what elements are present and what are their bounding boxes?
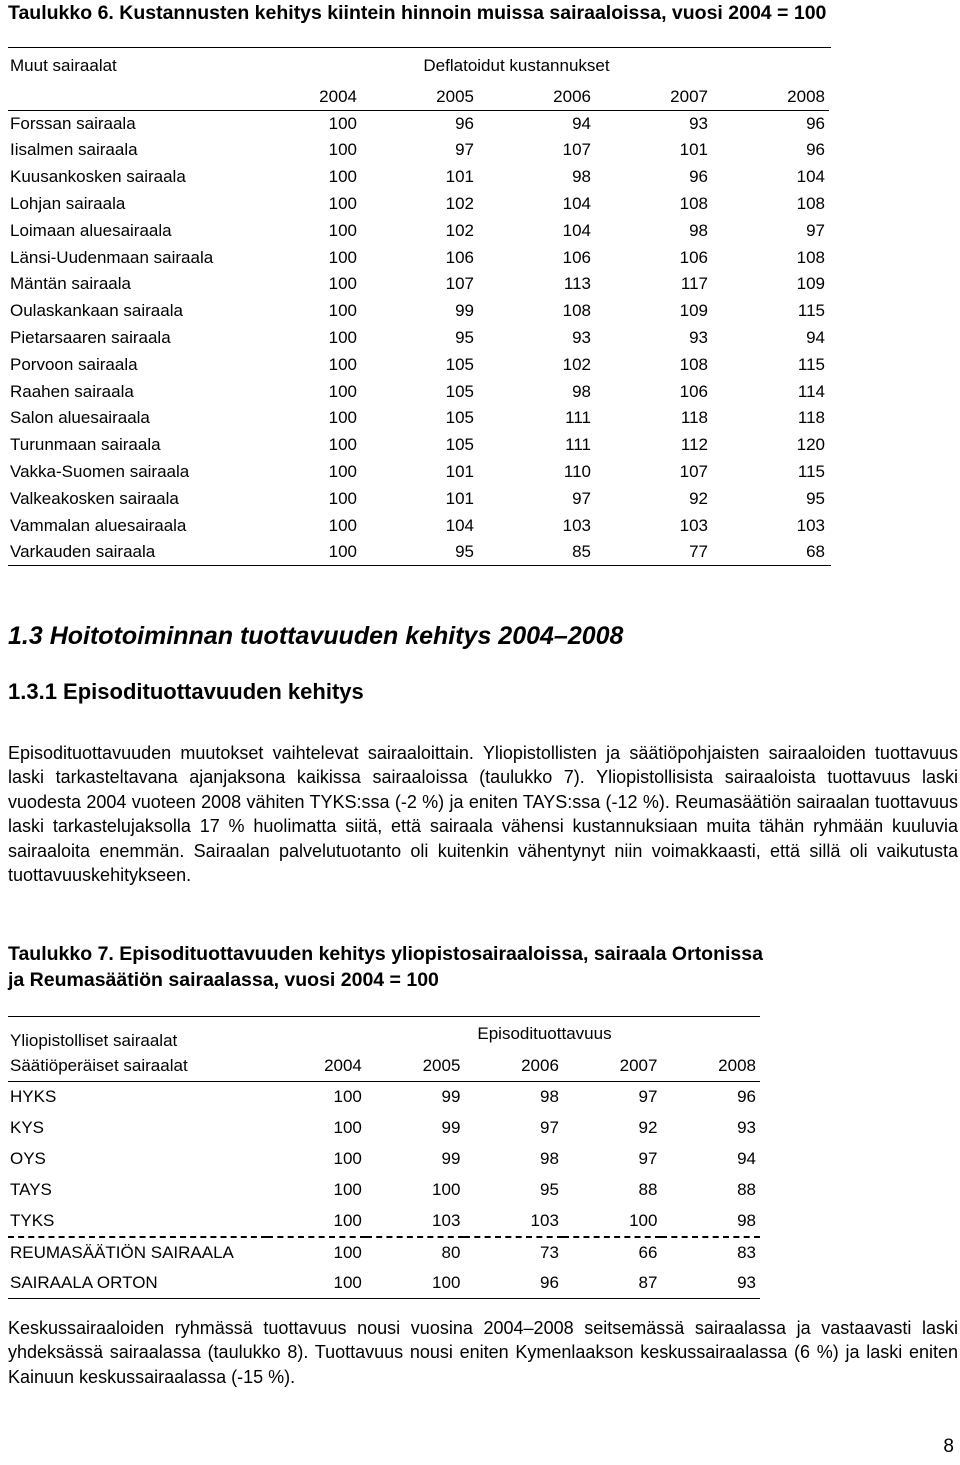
table-cell: 100 [267, 1206, 366, 1237]
table-row [8, 164, 831, 191]
table-cell: 101 [445, 462, 474, 482]
table-cell: 101 [445, 167, 474, 187]
table-cell: 105 [445, 354, 474, 374]
table-cell: 100 [328, 462, 357, 482]
table-cell: 110 [563, 462, 591, 482]
table-cell: 93 [689, 113, 708, 133]
table-cell: 99 [441, 1149, 461, 1168]
year-header: 2007 [563, 1051, 662, 1082]
table-cell: 73 [540, 1242, 559, 1262]
table-row [8, 485, 831, 512]
table-cell: 96 [540, 1272, 559, 1292]
table-cell: 104 [796, 167, 825, 187]
table-cell: 93 [737, 1272, 756, 1292]
table-cell: 100 [563, 1206, 662, 1237]
table-cell: 100 [328, 381, 357, 401]
table-cell: 96 [737, 1087, 756, 1107]
table-cell: 115 [797, 354, 825, 374]
table-cell: 103 [562, 515, 591, 535]
row-label: HYKS [10, 1087, 57, 1107]
table-cell: 100 [328, 194, 357, 214]
table-cell: 99 [441, 1087, 461, 1107]
table-cell: 100 [328, 542, 357, 562]
table-cell: 103 [464, 1206, 563, 1237]
table-cell: 115 [797, 301, 825, 321]
table-cell: 96 [806, 113, 825, 133]
table-row [8, 1144, 760, 1175]
table-cell: 111 [565, 435, 591, 455]
table-cell: 101 [445, 488, 474, 508]
table-row [8, 1237, 760, 1268]
table-cell: 112 [680, 435, 708, 455]
table-cell: 108 [796, 247, 825, 267]
table-cell: 100 [333, 1242, 362, 1262]
paragraph: Episodituottavuuden muutokset vaihtelevat sairaaloittain. Yliopistollisten ja säätiöpohjaisten sairaaloiden tuottavuus laski tarkasteltavana ajanjaksona kaikissa sairaaloissa (taulukko 7). Yliopistollisista sairaaloista tuottavuus laski vuodesta 2004 vuoteen 2008 vähiten TYKS:ssa (-2 %) ja eniten TAYS:ssa (-12 %). Reumasäätiön sairaalan tuottavuus laski tarkastelujaksolla 17 % huolimatta siitä, että sairaala vähensi kustannuksiaan muita tähän ryhmään kuuluvia sairaaloita enemmän. Sairaalan palvelutuotanto oli kuitenkin vähentynyt niin voimakkaasti, että sillä oli vaikutusta tuottavuuskehitykseen. [8, 743, 958, 886]
table-cell: 100 [328, 167, 357, 187]
table-cell: 94 [806, 328, 825, 348]
table-cell: 108 [562, 301, 591, 321]
table-cell: 113 [563, 274, 591, 294]
table-cell: 88 [638, 1180, 658, 1199]
table-cell: 118 [797, 408, 825, 428]
row-label: Porvoon sairaala [10, 354, 138, 374]
page-number: 8 [943, 1436, 954, 1457]
table-cell: 108 [679, 354, 708, 374]
table-row [8, 1206, 760, 1237]
row-label: TYKS [8, 1206, 267, 1237]
row-label: Pietarsaaren sairaala [10, 328, 171, 348]
table-row [8, 1082, 760, 1113]
table-cell: 100 [328, 301, 357, 321]
table-cell: 93 [737, 1118, 756, 1137]
table-cell: 100 [333, 1180, 362, 1199]
row-label: Kuusankosken sairaala [10, 167, 186, 187]
table-row [8, 217, 831, 244]
table-row [8, 110, 831, 137]
table6-group-header: Muut sairaalat [10, 55, 117, 75]
table-cell: 107 [562, 140, 591, 160]
table-cell: 100 [328, 220, 357, 240]
table6 [8, 47, 831, 566]
table-cell: 98 [540, 1087, 559, 1107]
table-cell: 98 [540, 1149, 559, 1168]
row-label: Iisalmen sairaala [10, 140, 138, 160]
table-cell: 102 [445, 194, 474, 214]
table7 [8, 1016, 760, 1299]
year-header: 2006 [478, 84, 595, 111]
table-cell: 96 [806, 140, 825, 160]
row-label: Mäntän sairaala [10, 274, 131, 294]
section-heading: 1.3 Hoitotoiminnan tuottavuuden kehitys 2004–2008 [8, 622, 624, 650]
row-label: Oulaskankaan sairaala [10, 301, 183, 321]
row-label: SAIRAALA ORTON [10, 1272, 158, 1292]
table-cell: 99 [455, 301, 474, 321]
table-cell: 88 [737, 1180, 756, 1199]
table-cell: 97 [638, 1087, 658, 1107]
row-label: KYS [10, 1118, 45, 1137]
table-cell: 94 [737, 1149, 756, 1168]
table-cell: 68 [806, 542, 825, 562]
row-label: Loimaan aluesairaala [10, 220, 172, 240]
table-cell: 103 [366, 1206, 465, 1237]
table-cell: 98 [661, 1206, 760, 1237]
table-cell: 95 [455, 328, 474, 348]
table-cell: 97 [540, 1118, 559, 1137]
table-cell: 100 [328, 113, 357, 133]
table-row [8, 271, 831, 298]
table-cell: 98 [572, 381, 591, 401]
table7-caption-line: ja Reumasäätiön sairaalassa, vuosi 2004 = 100 [8, 969, 439, 991]
table-cell: 100 [328, 354, 357, 374]
row-label: Lohjan sairaala [10, 194, 126, 214]
table-cell: 100 [432, 1272, 461, 1292]
table-row [8, 298, 831, 325]
table-cell: 104 [445, 515, 474, 535]
table7-group-header: Yliopistolliset sairaalat [10, 1030, 178, 1050]
row-label: Vakka-Suomen sairaala [10, 462, 190, 482]
table-cell: 106 [562, 247, 591, 267]
table-row [8, 512, 831, 539]
table-cell: 94 [572, 113, 591, 133]
table-row [8, 432, 831, 459]
table-cell: 85 [572, 542, 591, 562]
year-header: 2005 [366, 1051, 465, 1082]
table-cell: 100 [328, 140, 357, 160]
table-cell: 87 [638, 1272, 658, 1292]
year-header: 2006 [464, 1051, 563, 1082]
table-cell: 96 [455, 113, 474, 133]
table-cell: 100 [328, 247, 357, 267]
row-label: Raahen sairaala [10, 381, 134, 401]
table-cell: 77 [689, 542, 708, 562]
year-header: 2008 [712, 84, 829, 111]
table-cell: 100 [432, 1180, 461, 1199]
table-cell: 100 [328, 274, 357, 294]
table-cell: 117 [680, 274, 708, 294]
table7-caption-line: Taulukko 7. Episodituottavuuden kehitys yliopistosairaaloissa, sairaala Ortonissa [8, 943, 763, 965]
table-cell: 83 [737, 1242, 756, 1262]
table-cell: 97 [806, 220, 825, 240]
table-cell: 100 [333, 1272, 362, 1292]
table7-caption [8, 941, 763, 993]
table-cell: 111 [565, 408, 591, 428]
table-cell: 98 [689, 220, 708, 240]
table-row [8, 137, 831, 164]
row-label: Salon aluesairaala [10, 408, 150, 428]
row-label: REUMASÄÄTIÖN SAIRAALA [10, 1242, 234, 1262]
table-cell: 99 [441, 1118, 461, 1137]
row-label: Länsi-Uudenmaan sairaala [10, 247, 214, 267]
table-cell: 106 [445, 247, 474, 267]
row-label: Forssan sairaala [10, 113, 136, 133]
table6-measure-header: Deflatoidut kustannukset [423, 55, 610, 75]
table-cell: 66 [638, 1242, 658, 1262]
table7-measure-header: Episodituottavuus [477, 1023, 612, 1043]
table-cell: 95 [806, 488, 825, 508]
table-cell: 93 [689, 328, 708, 348]
table-row [8, 1175, 760, 1206]
row-label: Turunmaan sairaala [10, 435, 161, 455]
table-cell: 120 [796, 435, 825, 455]
table-cell: 115 [797, 462, 825, 482]
table-cell: 102 [562, 354, 591, 374]
table-cell: 100 [328, 435, 357, 455]
table-row [8, 191, 831, 218]
year-header: 2007 [595, 84, 712, 111]
table-cell: 98 [572, 167, 591, 187]
table-cell: 108 [679, 194, 708, 214]
table-cell: 108 [796, 194, 825, 214]
table-cell: 109 [796, 274, 825, 294]
year-header: 2004 [244, 84, 361, 111]
table-cell: 92 [689, 488, 708, 508]
table-cell: 97 [638, 1149, 658, 1168]
table-cell: 109 [679, 301, 708, 321]
table-cell: 100 [328, 328, 357, 348]
table-cell: 104 [562, 220, 591, 240]
table-cell: 100 [333, 1087, 362, 1107]
table-cell: 97 [455, 140, 474, 160]
table-cell: 95 [540, 1180, 559, 1199]
table-cell: 106 [679, 381, 708, 401]
table6-caption: Taulukko 6. Kustannusten kehitys kiintein hinnoin muissa sairaaloissa, vuosi 2004 = 100 [8, 2, 827, 24]
table-cell: 100 [333, 1118, 362, 1137]
row-label: OYS [10, 1149, 46, 1168]
table-row [8, 459, 831, 486]
table-cell: 103 [796, 515, 825, 535]
table-cell: 80 [441, 1242, 461, 1262]
subsection-heading: 1.3.1 Episodituottavuuden kehitys [8, 679, 364, 704]
table-row [8, 1268, 760, 1299]
table-row [8, 405, 831, 432]
table-cell: 95 [455, 542, 474, 562]
table-cell: 100 [328, 488, 357, 508]
table-row [8, 351, 831, 378]
table-cell: 105 [445, 408, 474, 428]
table-cell: 100 [328, 515, 357, 535]
table-cell: 100 [333, 1149, 362, 1168]
table-cell: 96 [689, 167, 708, 187]
row-label: Valkeakosken sairaala [10, 488, 179, 508]
table-row [8, 1113, 760, 1144]
table-row [8, 244, 831, 271]
table-row [8, 539, 831, 566]
year-header: 2005 [361, 84, 478, 111]
table-cell: 107 [445, 274, 474, 294]
year-header: 2004 [267, 1051, 366, 1082]
row-label: Vammalan aluesairaala [10, 515, 187, 535]
paragraph: Keskussairaaloiden ryhmässä tuottavuus nousi vuosina 2004–2008 seitsemässä sairaalassa ja vastaavasti laski yhdeksässä sairaalassa (taulukko 8). Tuottavuus nousi eniten Kymenlaakson keskussairaalassa (6 %) ja laski eniten Kainuun keskussairaalassa (-15 %). [8, 1318, 958, 1387]
table-cell: 105 [445, 381, 474, 401]
table-row [8, 325, 831, 352]
table-cell: 102 [445, 220, 474, 240]
row-label: TAYS [10, 1180, 52, 1199]
table-cell: 106 [679, 247, 708, 267]
table-cell: 93 [572, 328, 591, 348]
table-cell: 103 [679, 515, 708, 535]
table-cell: 100 [328, 408, 357, 428]
table-cell: 101 [679, 140, 708, 160]
table-cell: 97 [572, 488, 591, 508]
table-row [8, 378, 831, 405]
year-header: 2008 [661, 1051, 760, 1082]
table-cell: 118 [680, 408, 708, 428]
table-cell: 107 [679, 462, 708, 482]
row-label: Varkauden sairaala [10, 542, 156, 562]
table-cell: 105 [445, 435, 474, 455]
table-cell: 104 [562, 194, 591, 214]
table-cell: 92 [638, 1118, 658, 1137]
table-cell: 114 [797, 381, 825, 401]
table7-group-header: Säätiöperäiset sairaalat [8, 1051, 267, 1082]
